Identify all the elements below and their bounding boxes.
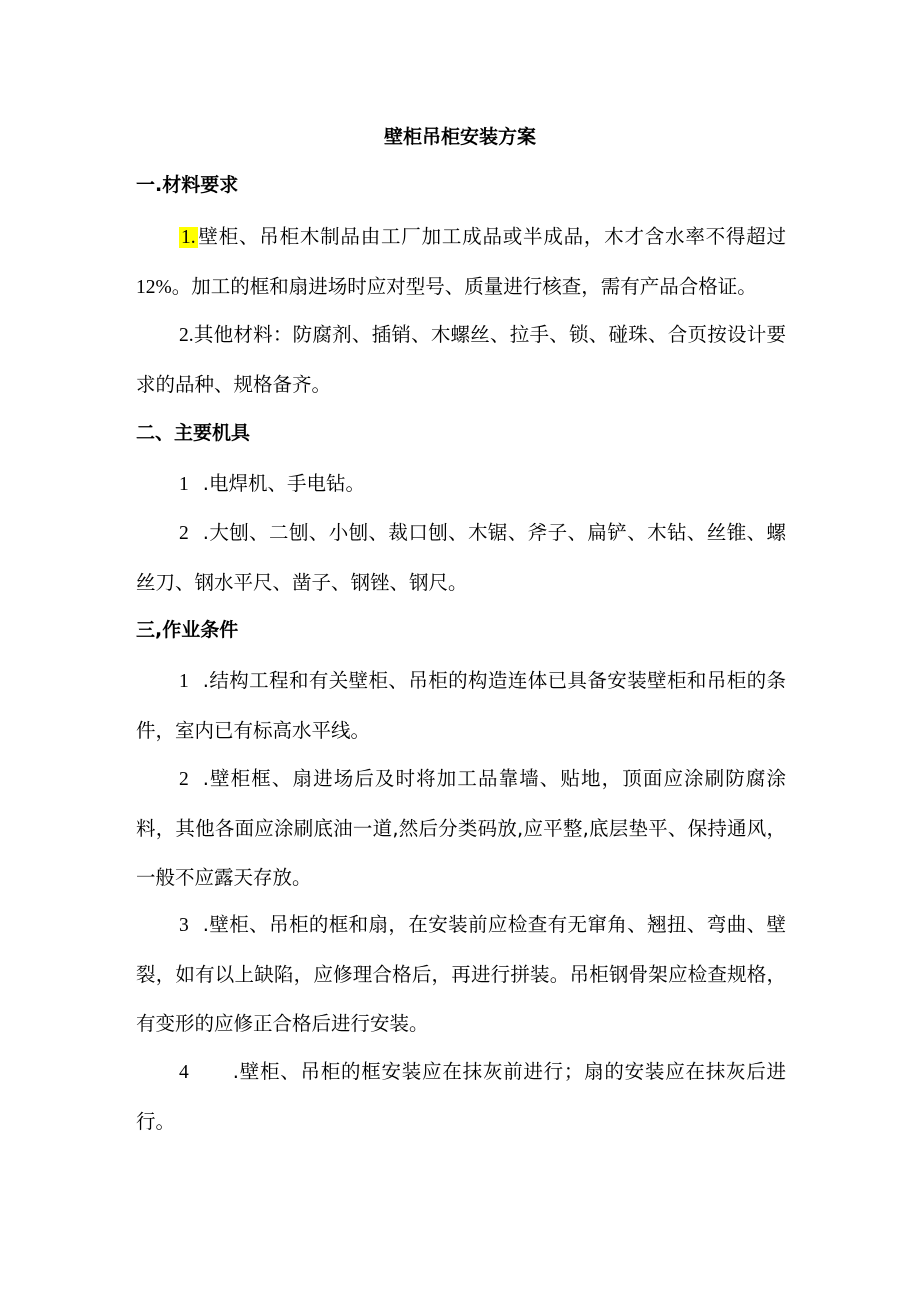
paragraph-conditions-3 (136, 900, 786, 1048)
item-number: 1 (179, 671, 189, 692)
item-text: .大刨、二刨、小刨、裁口刨、木锯、斧子、扁铲、木钻、丝锥、螺丝刀、钢水平尺、凿子、钢锉、钢尺。 (136, 521, 786, 594)
document-title: 壁柜吊柜安装方案 (383, 126, 536, 148)
paragraph-conditions-1 (136, 656, 786, 755)
paragraph-conditions-2 (136, 754, 786, 902)
item-number: 3 (179, 915, 189, 936)
paragraph-tools-1 (136, 459, 786, 509)
item-text: .壁柜、吊柜的框安装应在抹灰前进行；扇的安装应在抹灰后进行。 (136, 1060, 786, 1133)
item-number: 1 (179, 474, 189, 495)
section-heading-materials: 一.材料要求 (136, 174, 239, 196)
section-heading-tools: 二、主要机具 (136, 422, 251, 444)
item-number: 2. (179, 325, 194, 346)
item-text-continued: 加工的框和扇进场时应对型号、质量进行核查，需有产品合格证。 (191, 275, 757, 298)
paragraph-materials-2 (136, 310, 786, 409)
item-percent: 12%。 (136, 277, 192, 298)
item-text: .结构工程和有关壁柜、吊柜的构造连体已具备安装壁柜和吊柜的条件，室内已有标高水平线。 (136, 669, 786, 742)
item-text: .壁柜、吊柜的框和扇，在安装前应检查有无窜角、翘扭、弯曲、壁裂，如有以上缺陷，应修理合格后，再进行拼装。吊柜钢骨架应检查规格，有变形的应修正合格后进行安装。 (136, 913, 786, 1035)
item-text: 其他材料：防腐剂、插销、木螺丝、拉手、锁、碰珠、合页按设计要求的品种、规格备齐。 (136, 323, 786, 396)
item-number: 2 (179, 523, 189, 544)
paragraph-materials-1 (136, 212, 786, 312)
section-heading-conditions: 三,作业条件 (136, 619, 239, 641)
paragraph-conditions-4 (136, 1047, 786, 1146)
paragraph-tools-2 (136, 508, 786, 607)
item-text: .壁柜框、扇进场后及时将加工品靠墙、贴地，顶面应涂刷防腐涂料，其他各面应涂刷底油一道,然后分类码放,应平整,底层垫平、保持通风，一般不应露天存放。 (136, 767, 786, 889)
item-number: 2 (179, 769, 189, 790)
item-text: .电焊机、手电钻。 (202, 472, 365, 495)
item-number-highlighted: 1. (181, 227, 196, 248)
item-number: 4 (179, 1062, 189, 1083)
item-text: 壁柜、吊柜木制品由工厂加工成品或半成品，木才含水率不得超过 (197, 225, 786, 248)
